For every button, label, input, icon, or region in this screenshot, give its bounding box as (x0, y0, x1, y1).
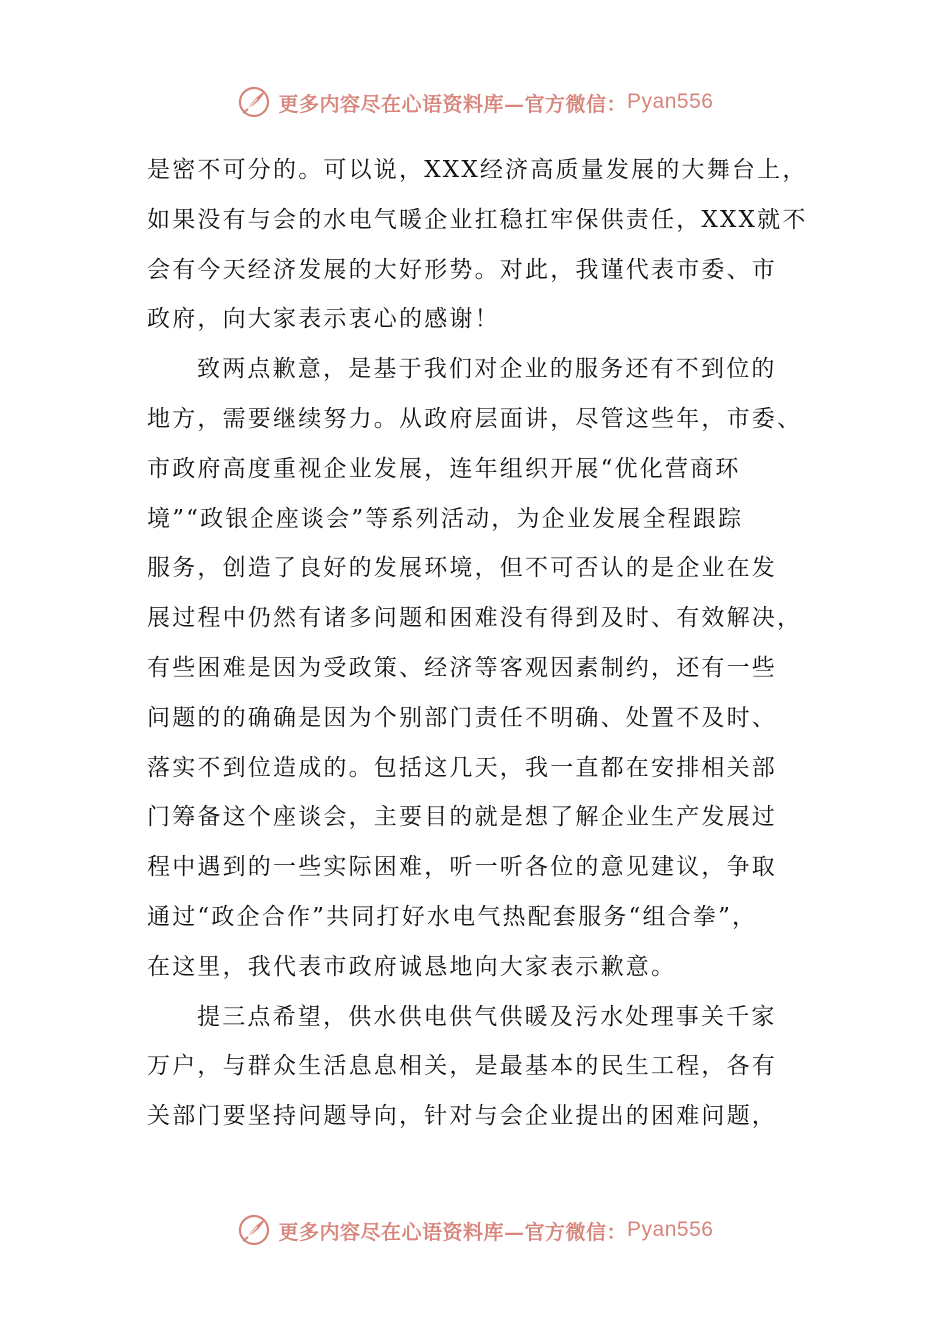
text-line: 门筹备这个座谈会，主要目的就是想了解企业生产发展过 (147, 804, 777, 831)
text-line: 市政府高度重视企业发展，连年组织开展“优化营商环 (147, 455, 741, 482)
text-line: 展过程中仍然有诸多问题和困难没有得到及时、有效解决， (147, 605, 803, 632)
text-line: 通过“政企合作”共同打好水电气热配套服务“组合拳”， (147, 903, 758, 930)
text-line: 程中遇到的一些实际困难，听一听各位的意见建议，争取 (147, 854, 777, 881)
text-line: 有些困难是因为受政策、经济等客观因素制约，还有一些 (147, 654, 777, 681)
header-watermark (0, 82, 950, 122)
text-line: 境”“政银企座谈会”等系列活动，为企业发展全程跟踪 (147, 505, 744, 532)
paragraph-start-line: 提三点希望，供水供电供气供暖及污水处理事关千家 (197, 1003, 777, 1030)
text-line: 是密不可分的。可以说，XXX经济高质量发展的大舞台上， (147, 157, 808, 183)
text-line: 地方，需要继续努力。从政府层面讲，尽管这些年，市委、 (147, 405, 803, 432)
text-line: 会有今天经济发展的大好形势。对此，我谨代表市委、市 (147, 256, 777, 283)
text-line: 如果没有与会的水电气暖企业扛稳扛牢保供责任，XXX就不 (147, 206, 808, 233)
text-line: 问题的的确确是因为个别部门责任不明确、处置不及时、 (147, 704, 777, 731)
watermark-text: 更多内容尽在心语资料库—官方微信： (278, 91, 628, 116)
text-line: 落实不到位造成的。包括这几天，我一直都在安排相关部 (147, 754, 777, 781)
feather-pen-circle-icon (237, 85, 271, 119)
footer-watermark (0, 1210, 950, 1250)
watermark-wechat-id: Pyan556 (627, 1218, 714, 1241)
watermark-text: 更多内容尽在心语资料库—官方微信： (278, 1219, 628, 1244)
text-line: 服务，创造了良好的发展环境，但不可否认的是企业在发 (147, 555, 777, 582)
watermark-wechat-id: Pyan556 (627, 90, 714, 113)
paragraph-start-line: 致两点歉意，是基于我们对企业的服务还有不到位的 (197, 356, 777, 383)
text-line: 万户，与群众生活息息相关，是最基本的民生工程，各有 (147, 1053, 777, 1080)
text-line: 在这里，我代表市政府诚恳地向大家表示歉意。 (147, 953, 677, 980)
text-line: 政府，向大家表示衷心的感谢！ (147, 306, 500, 333)
document-body (147, 146, 807, 1142)
text-line: 关部门要坚持问题导向，针对与会企业提出的困难问题， (147, 1103, 777, 1130)
feather-pen-circle-icon (237, 1213, 271, 1247)
